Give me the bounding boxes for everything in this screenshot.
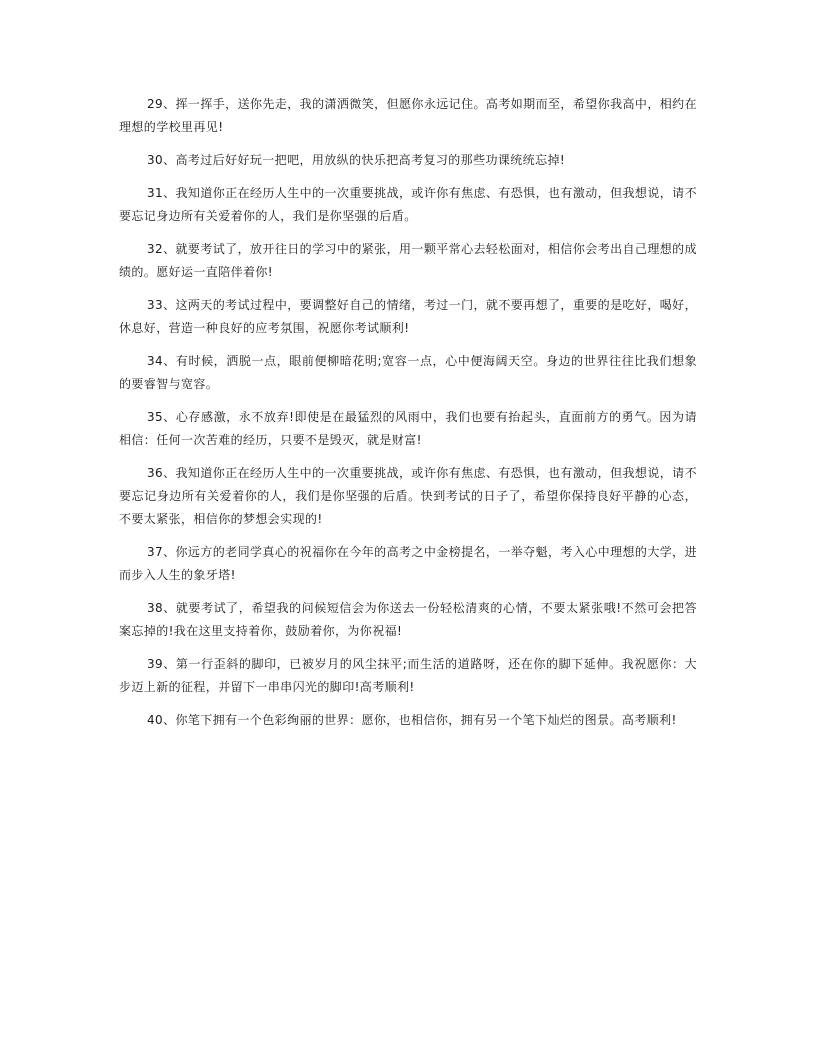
paragraph-34: 34、有时候，洒脱一点，眼前便柳暗花明;宽容一点，心中便海阔天空。身边的世界往往比我们想象的要睿智与宽容。 xyxy=(119,354,697,391)
paragraph-39: 39、第一行歪斜的脚印，已被岁月的风尘抹平;而生活的道路呀，还在你的脚下延伸。我祝愿你：大步迈上新的征程，并留下一串串闪光的脚印!高考顺利! xyxy=(119,657,697,694)
paragraph-38: 38、就要考试了，希望我的问候短信会为你送去一份轻松清爽的心情，不要太紧张哦!不然可会把答案忘掉的!我在这里支持着你，鼓励着你，为你祝福! xyxy=(119,601,697,638)
paragraph-30: 30、高考过后好好玩一把吧，用放纵的快乐把高考复习的那些功课统统忘掉! xyxy=(147,153,566,167)
document-body xyxy=(119,93,697,742)
paragraph-36: 36、我知道你正在经历人生中的一次重要挑战，或许你有焦虑、有恐惧，也有激动，但我想说，请不要忘记身边所有关爱着你的人，我们是你坚强的后盾。快到考试的日子了，希望你保持良好平静的心态，不要太紧张，相信你的梦想会实现的! xyxy=(119,466,697,526)
paragraph-31: 31、我知道你正在经历人生中的一次重要挑战，或许你有焦虑、有恐惧，也有激动，但我想说，请不要忘记身边所有关爱着你的人，我们是你坚强的后盾。 xyxy=(119,186,697,223)
paragraph-35: 35、心存感激，永不放弃!即使是在最猛烈的风雨中，我们也要有抬起头，直面前方的勇气。因为请相信：任何一次苦难的经历，只要不是毁灭，就是财富! xyxy=(119,410,697,447)
paragraph-32: 32、就要考试了，放开往日的学习中的紧张，用一颗平常心去轻松面对，相信你会考出自己理想的成绩的。愿好运一直陪伴着你! xyxy=(119,242,697,279)
paragraph-29: 29、挥一挥手，送你先走，我的潇洒微笑，但愿你永远记住。高考如期而至，希望你我高中，相约在理想的学校里再见! xyxy=(119,97,697,134)
paragraph-40: 40、你笔下拥有一个色彩绚丽的世界：愿你，也相信你，拥有另一个笔下灿烂的图景。高考顺利! xyxy=(147,713,677,727)
paragraph-33: 33、这两天的考试过程中，要调整好自己的情绪，考过一门，就不要再想了，重要的是吃好，喝好，休息好，营造一种良好的应考氛围，祝愿你考试顺利! xyxy=(119,298,697,335)
paragraph-37: 37、你远方的老同学真心的祝福你在今年的高考之中金榜提名，一举夺魁，考入心中理想的大学，进而步入人生的象牙塔! xyxy=(119,545,697,582)
